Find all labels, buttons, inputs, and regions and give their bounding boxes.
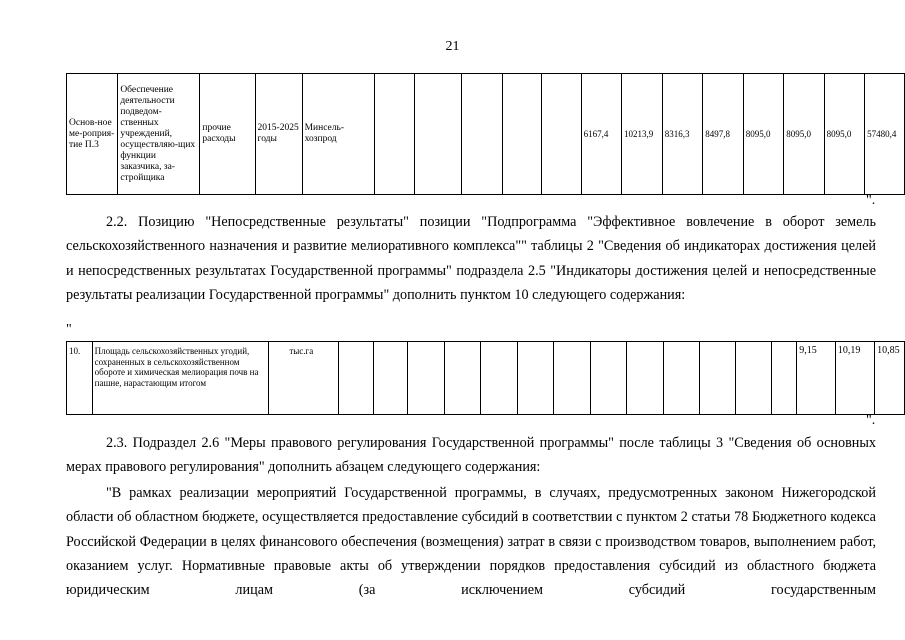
table-cell: тыс.га — [269, 342, 339, 415]
table-cell: 9,15 — [797, 342, 836, 415]
table-cell: Площадь сельскохозяйственных угодий, сохраненных в сельскохозяйственном обороте и химическая мелиорация почв на пашне, нарастающим итогом — [92, 342, 269, 415]
table-cell — [590, 342, 626, 415]
table-cell — [461, 74, 502, 195]
table-cell — [481, 342, 517, 415]
table-cell: 8316,3 — [662, 74, 702, 195]
table-cell — [339, 342, 374, 415]
table-cell: прочие расходы — [200, 74, 255, 195]
table-cell: 10. — [67, 342, 93, 415]
table-cell: 2015-2025 годы — [255, 74, 302, 195]
table-cell — [375, 74, 414, 195]
page-number: 21 — [445, 39, 460, 54]
table-cell — [700, 342, 736, 415]
table1-closing-quote: ". — [866, 193, 876, 208]
table-cell — [542, 74, 581, 195]
indicator-table — [66, 341, 905, 415]
table-cell: Обеспечение деятельности подведом-ственных учреждений, осуществляю-щих функции заказчика, за-стройщика — [118, 74, 200, 195]
table-cell — [373, 342, 408, 415]
table-cell: 10,85 — [875, 342, 905, 415]
table-cell: 8095,0 — [784, 74, 824, 195]
table-cell: 6167,4 — [581, 74, 621, 195]
table-cell: 57480,4 — [865, 74, 905, 195]
program-activity-table — [66, 73, 905, 195]
table-cell: 8095,0 — [743, 74, 783, 195]
table-row — [67, 342, 905, 415]
paragraph-2-3 — [66, 431, 876, 480]
paragraph-quote-text: "В рамках реализации мероприятий Государственной программы, в случаях, предусмотренных законом Нижегородской области об областном бюджете, осуществляется предоставление субсидий в соответствии с пунктом 2 статьи 78 Бюджетного кодекса Российской Федерации в целях финансового обеспечения (возмещения) затрат в связи с производством товаров, выполнением работ, оказанием услуг. Нормативные правовые акты об утверждении порядков предоставления субсидий из областного бюджета юридическим лицам (за исключением субсидий государственным — [66, 485, 876, 599]
table-cell — [408, 342, 444, 415]
table-cell: 10,19 — [835, 342, 874, 415]
table-cell: 8497,8 — [703, 74, 743, 195]
table-cell — [517, 342, 553, 415]
paragraph-2-2 — [66, 210, 876, 307]
table-cell — [735, 342, 771, 415]
table2-closing-quote: ". — [866, 413, 876, 428]
table-cell — [502, 74, 541, 195]
paragraph-2-2-text: 2.2. Позицию "Непосредственные результаты" позиции "Подпрограмма "Эффективное вовлечение в оборот земель сельскохозяйственного назначения и развитие мелиоративного комплекса"" таблицы 2 "Сведения об индикаторах достижения целей и непосредственных результатах Государственной программы" подраздела 2.5 "Индикаторы достижения целей и непосредственные результаты реализации Государственной программы" дополнить пунктом 10 следующего содержания: — [66, 214, 876, 303]
table-cell: Основ-ное ме-роприя-тие П.3 — [67, 74, 118, 195]
table-cell: 8095,0 — [824, 74, 864, 195]
table-cell — [414, 74, 461, 195]
table-cell — [554, 342, 590, 415]
table-row — [67, 74, 905, 195]
table-cell: 10213,9 — [622, 74, 663, 195]
table-cell: Минсель-хозпрод — [302, 74, 375, 195]
table-cell — [772, 342, 797, 415]
paragraph-2-3-text: 2.3. Подраздел 2.6 "Меры правового регулирования Государственной программы" после таблицы 3 "Сведения об основных мерах правового регулирования" дополнить абзацем следующего содержания: — [66, 435, 876, 476]
table2-opening-quote: " — [66, 322, 72, 337]
table-cell — [627, 342, 663, 415]
table-cell — [663, 342, 699, 415]
table-cell — [444, 342, 480, 415]
paragraph-quote — [66, 481, 876, 602]
